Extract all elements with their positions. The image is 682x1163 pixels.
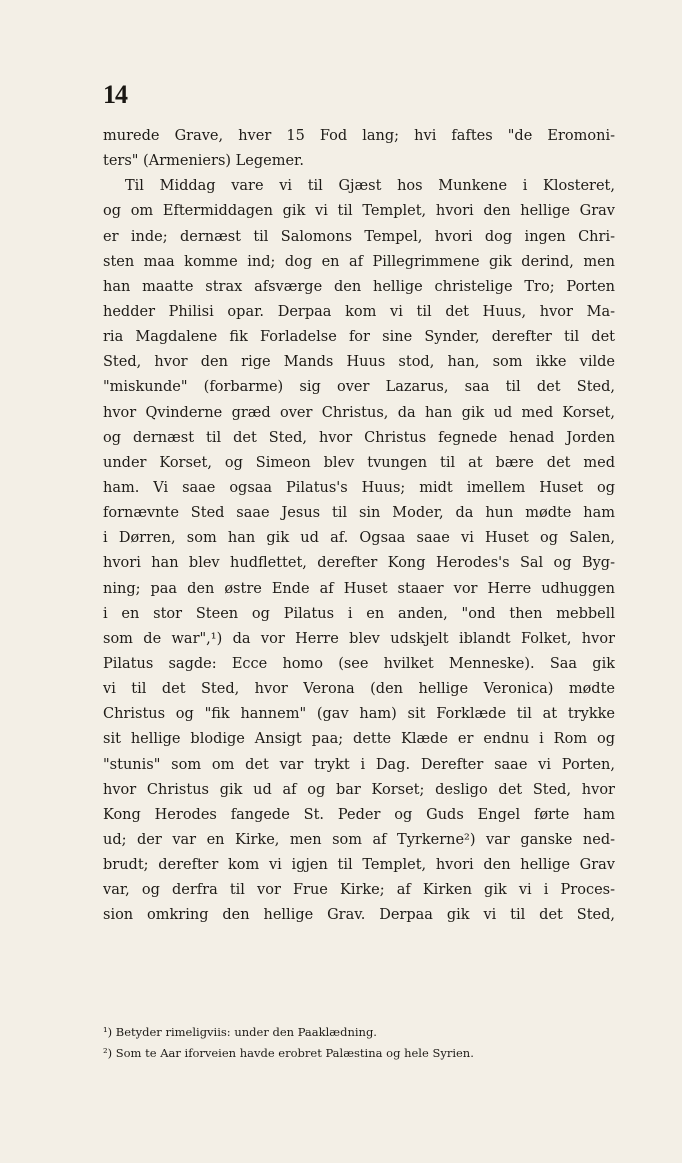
text-line: og dernæst til det Sted, hvor Christus fegnede henad Jorden — [103, 429, 615, 446]
text-line: ham. Vi saae ogsaa Pilatus's Huus; midt imellem Huset og — [103, 479, 615, 496]
text-line: under Korset, og Simeon blev tvungen til at bære det med — [103, 454, 615, 471]
text-line: brudt; derefter kom vi igjen til Templet, hvori den hellige Grav — [103, 857, 615, 874]
text-line: sit hellige blodige Ansigt paa; dette Klæde er endnu i Rom og — [103, 731, 615, 748]
text-line: og om Eftermiddagen gik vi til Templet, hvori den hellige Grav — [103, 203, 615, 220]
text-line: "miskunde" (forbarme) sig over Lazarus, saa til det Sted, — [103, 379, 615, 396]
text-line: ud; der var en Kirke, men som af Tyrkerne²) var ganske ned- — [103, 831, 615, 848]
body-text — [103, 124, 615, 929]
text-line: Til Middag vare vi til Gjæst hos Munkene i Klosteret, — [125, 178, 615, 195]
page-number: 14 — [103, 80, 127, 109]
footnotes — [103, 1022, 623, 1064]
text-line: hvor Qvinderne græd over Christus, da han gik ud med Korset, — [103, 404, 615, 421]
text-line: "stunis" som om det var trykt i Dag. Derefter saae vi Porten, — [103, 756, 615, 773]
text-line: sten maa komme ind; dog en af Pillegrimmene gik derind, men — [103, 253, 615, 270]
text-line: i en stor Steen og Pilatus i en anden, "ond then mebbell — [103, 605, 615, 622]
text-line: var, og derfra til vor Frue Kirke; af Kirken gik vi i Proces- — [103, 882, 615, 899]
text-line: Pilatus sagde: Ecce homo (see hvilket Menneske). Saa gik — [103, 655, 615, 672]
text-line: Christus og "fik hannem" (gav ham) sit Forklæde til at trykke — [103, 706, 615, 723]
text-line: hvor Christus gik ud af og bar Korset; desligo det Sted, hvor — [103, 781, 615, 798]
text-line: i Dørren, som han gik ud af. Ogsaa saae vi Huset og Salen, — [103, 530, 615, 547]
text-line: ning; paa den østre Ende af Huset staaer vor Herre udhuggen — [103, 580, 615, 597]
text-line: fornævnte Sted saae Jesus til sin Moder, da hun mødte ham — [103, 505, 615, 522]
text-line: han maatte strax afsværge den hellige christelige Tro; Porten — [103, 278, 615, 295]
text-line: vi til det Sted, hvor Verona (den hellige Veronica) mødte — [103, 681, 615, 698]
text-line: ria Magdalene fik Forladelse for sine Synder, derefter til det — [103, 329, 615, 346]
text-line: ters" (Armeniers) Legemer. — [103, 153, 304, 170]
text-line: som de war",¹) da vor Herre blev udskjelt iblandt Folket, hvor — [103, 630, 615, 647]
text-line: Sted, hvor den rige Mands Huus stod, han, som ikke vilde — [103, 354, 615, 371]
footnote: ²) Som te Aar iforveien havde erobret Palæstina og hele Syrien. — [103, 1046, 474, 1060]
text-line: sion omkring den hellige Grav. Derpaa gik vi til det Sted, — [103, 907, 615, 924]
text-line: er inde; dernæst til Salomons Tempel, hvori dog ingen Chri- — [103, 228, 615, 245]
text-line: hedder Philisi opar. Derpaa kom vi til det Huus, hvor Ma- — [103, 303, 615, 320]
text-line: murede Grave, hver 15 Fod lang; hvi faftes "de Eromoni- — [103, 128, 615, 144]
text-line: hvori han blev hudflettet, derefter Kong Herodes's Sal og Byg- — [103, 555, 615, 572]
text-line: Kong Herodes fangede St. Peder og Guds Engel førte ham — [103, 806, 615, 823]
footnote: ¹) Betyder rimeligviis: under den Paaklædning. — [103, 1025, 377, 1039]
